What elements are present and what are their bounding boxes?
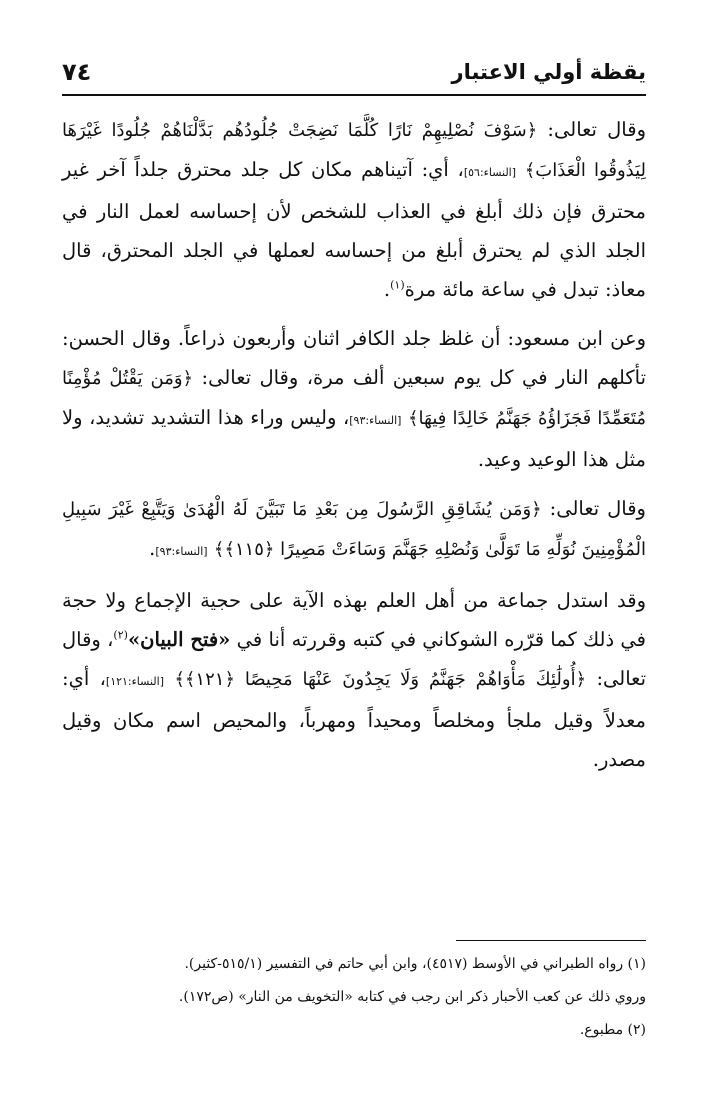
p3-intro: وقال تعالى: bbox=[541, 497, 646, 520]
footnote-marker-2[interactable]: (٢) bbox=[113, 628, 128, 642]
p4-quran-verse: ﴿أُولَٰئِكَ مَأْوَاهُمْ جَهَنَّمُ وَلَا يَجِدُونَ عَنْهَا مَحِيصًا ﴿١٢١﴾﴾ bbox=[174, 669, 587, 690]
p2-quran-verse: ﴿وَمَن يَقْتُلْ مُؤْمِنًا مُتَعَمِّدًا فَجَزَاؤُهُ جَهَنَّمُ خَالِدًا فِيهَا﴾ bbox=[62, 368, 646, 429]
running-title: يقظة أولي الاعتبار bbox=[451, 60, 646, 84]
page-number: ٧٤ bbox=[62, 58, 92, 86]
p1-intro: وقال تعالى: bbox=[537, 118, 646, 141]
p4-book-title: «فتح البيان» bbox=[127, 628, 231, 651]
paragraph-3 bbox=[62, 489, 646, 571]
footnotes-section bbox=[62, 940, 646, 1048]
footnote-1: (١) رواه الطبراني في الأوسط (٤٥١٧)، وابن أبي حاتم في التفسير (٥١٥/١-كثير). bbox=[184, 956, 646, 972]
footnote-marker-1[interactable]: (١) bbox=[390, 278, 405, 292]
paragraph-4 bbox=[62, 581, 646, 779]
p4-verse-reference: [النساء:١٢١] bbox=[105, 675, 164, 688]
p1-text: ، أي: آتيناهم مكان كل جلد محترق جلداً آخر غير محترق فإن ذلك أبلغ في العذاب للشخص لأن إحساسه لعمل النار في الجلد الذي لم يحترق أبلغ من إحساسه لعملها في الجلد المحترق، قال معاذ: تبدل في ساعة مائة مرة bbox=[62, 158, 646, 301]
p1-verse-reference: [النساء:٥٦] bbox=[463, 166, 517, 179]
footnote-2: (٢) مطبوع. bbox=[579, 1022, 646, 1038]
footnote-divider bbox=[456, 940, 646, 941]
p1-end: . bbox=[383, 278, 391, 301]
p1-quran-verse: ﴿سَوْفَ نُصْلِيهِمْ نَارًا كُلَّمَا نَضِجَتْ جُلُودُهُم بَدَّلْنَاهُمْ جُلُودًا غَيْرَهَا لِيَذُوقُوا الْعَذَابَ﴾ bbox=[62, 120, 646, 181]
paragraph-2 bbox=[62, 319, 646, 479]
p2-text: وعن ابن مسعود: أن غلظ جلد الكافر اثنان وأربعون ذراعاً. وقال الحسن: تأكلهم النار في كل يوم سبعين ألف مرة، وقال تعالى: bbox=[62, 327, 646, 389]
p4-mid: ، وقال تعالى: bbox=[62, 628, 646, 690]
p2-end: ، وليس وراء هذا التشديد تشديد، ولا مثل هذا الوعيد وعيد. bbox=[62, 406, 646, 471]
p3-end: . bbox=[149, 537, 156, 560]
page-header bbox=[62, 50, 646, 96]
paragraph-1 bbox=[62, 110, 646, 309]
p3-verse-reference: [النساء:٩٣] bbox=[155, 545, 208, 558]
p4-end: ، أي: معدلاً وقيل ملجأ ومخلصاً ومحيداً ومهرباً، والمحيص اسم مكان وقيل مصدر. bbox=[62, 667, 646, 771]
p2-verse-reference: [النساء:٩٣] bbox=[349, 414, 402, 427]
page-body bbox=[62, 110, 646, 789]
p4-text: وقد استدل جماعة من أهل العلم بهذه الآية على حجية الإجماع ولا حجة في ذلك كما قرّره الشوكاني في كتبه وقررته أنا في bbox=[62, 589, 646, 651]
p3-quran-verse: ﴿وَمَن يُشَاقِقِ الرَّسُولَ مِن بَعْدِ مَا تَبَيَّنَ لَهُ الْهُدَىٰ وَيَتَّبِعْ غَيْرَ سَبِيلِ الْمُؤْمِنِينَ نُوَلِّهِ مَا تَوَلَّىٰ وَنُصْلِهِ جَهَنَّمَ وَسَاءَتْ مَصِيرًا ﴿١١٥﴾﴾ bbox=[62, 499, 646, 560]
footnote-1-continued: وروي ذلك عن كعب الأحبار ذكر ابن رجب في كتابه «التخويف من النار» (ص١٧٢). bbox=[178, 989, 646, 1005]
